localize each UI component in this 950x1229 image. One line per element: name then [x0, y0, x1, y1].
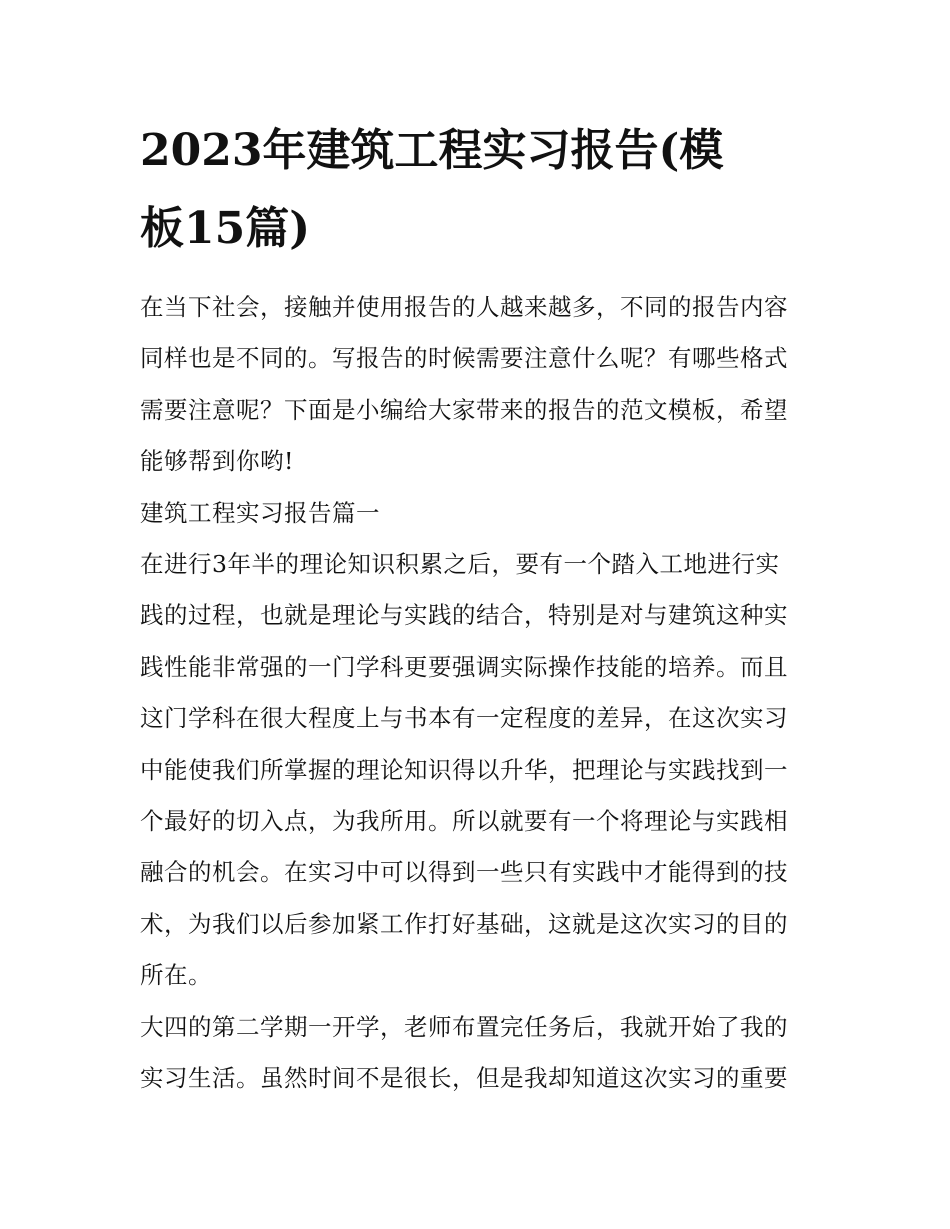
paragraph-line: 这门学科在很大程度上与书本有一定程度的差异，在这次实习: [140, 704, 788, 733]
paragraph-line: 所在。: [140, 961, 212, 990]
paragraph-line: 实习生活。虽然时间不是很长，但是我却知道这次实习的重要: [140, 1064, 788, 1093]
intro-line: 需要注意呢？下面是小编给大家带来的报告的范文模板，希望: [140, 395, 788, 424]
title-line: 2023年建筑工程实习报告(模: [140, 125, 724, 176]
paragraph-line: 术，为我们以后参加紧工作打好基础，这就是这次实习的目的: [140, 909, 788, 938]
document-page: [140, 112, 812, 1105]
paragraph-line: 践性能非常强的一门学科更要强调实际操作技能的培养。而且: [140, 652, 788, 681]
document-body: [140, 282, 812, 1105]
intro-line: 同样也是不同的。写报告的时候需要注意什么呢？有哪些格式: [140, 344, 788, 373]
paragraph-line: 大四的第二学期一开学，老师布置完任务后，我就开始了我的: [140, 1012, 788, 1041]
paragraph-line: 中能使我们所掌握的理论知识得以升华，把理论与实践找到一: [140, 755, 788, 784]
section-heading: 建筑工程实习报告篇一: [140, 498, 380, 527]
intro-line: 能够帮到你哟!: [140, 447, 294, 476]
document-title: [140, 112, 812, 268]
title-line: 板15篇): [140, 203, 311, 254]
paragraph-line: 在进行3年半的理论知识积累之后，要有一个踏入工地进行实: [140, 550, 780, 579]
paragraph-line: 融合的机会。在实习中可以得到一些只有实践中才能得到的技: [140, 858, 788, 887]
intro-line: 在当下社会，接触并使用报告的人越来越多，不同的报告内容: [140, 293, 788, 321]
paragraph-line: 践的过程，也就是理论与实践的结合，特别是对与建筑这种实: [140, 601, 788, 630]
paragraph-line: 个最好的切入点，为我所用。所以就要有一个将理论与实践相: [140, 807, 788, 836]
